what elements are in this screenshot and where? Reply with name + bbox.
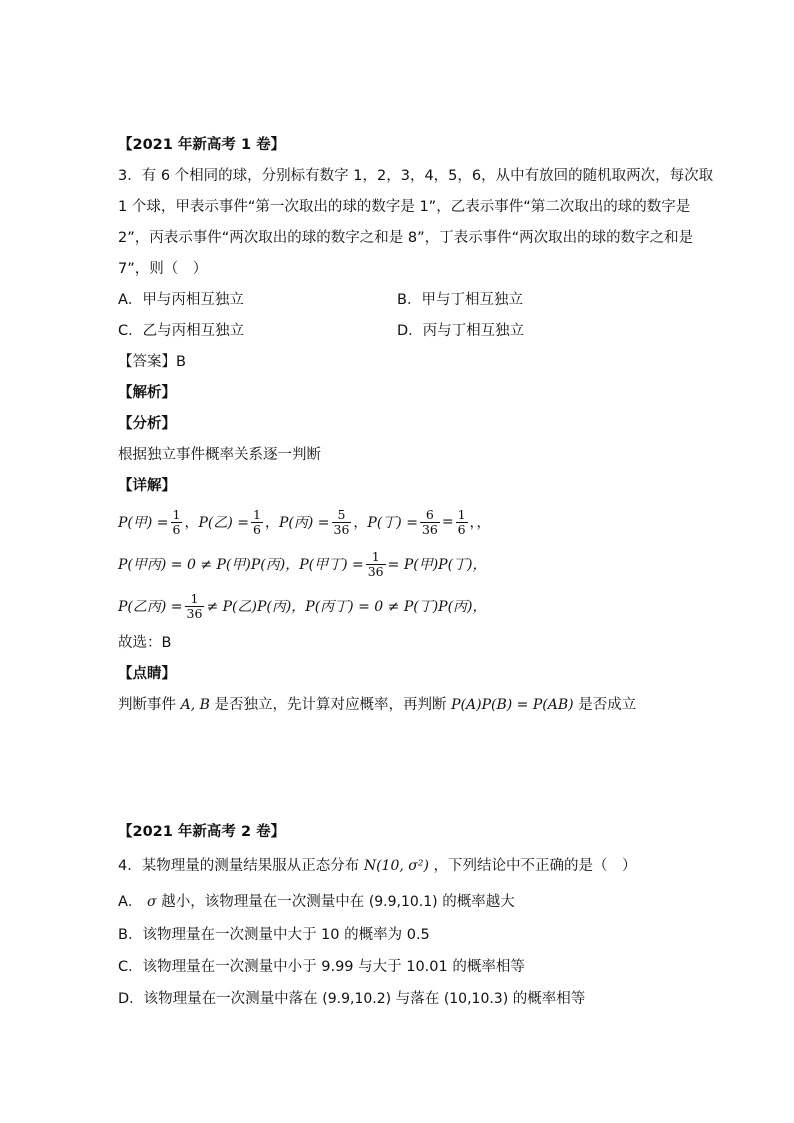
- q3-choose: 故选：B: [118, 635, 172, 651]
- separator: ，: [184, 515, 199, 531]
- q4-stem-math: N(10, σ²): [363, 858, 429, 874]
- fraction: $\frac{5}{36}$: [333, 506, 350, 537]
- option-text: 与落在: [395, 991, 440, 1007]
- note-text: 判断事件: [118, 697, 176, 713]
- q3-stem-line-3: 2”，丙表示事件“两次取出的球的数字之和是 8”，丁表示事件“两次取出的球的数字之和是: [118, 230, 694, 246]
- fraction: $\frac{1}{6}$: [172, 506, 181, 537]
- note-math: A, B: [180, 697, 210, 713]
- p-bing: P(丙) =: [278, 515, 330, 531]
- note-math: P(A)P(B) = P(AB): [451, 697, 574, 713]
- q4-option-b: B．该物理量在一次测量中大于 10 的概率为 0.5: [118, 927, 430, 943]
- q4-stem-text: 4．某物理量的测量结果服从正态分布: [118, 858, 360, 874]
- q4-stem: [118, 857, 637, 875]
- q4-option-a: [118, 893, 515, 911]
- option-text: D．该物理量在一次测量中落在: [118, 991, 318, 1007]
- math-expression: P(乙丙) =: [118, 599, 183, 615]
- q3-math-row-1: [118, 505, 491, 539]
- p-yi: P(乙) =: [198, 515, 250, 531]
- q3-option-a: A．甲与丙相互独立: [118, 292, 244, 308]
- sigma-symbol: σ: [147, 894, 157, 910]
- option-text: 越小，该物理量在一次测量中在: [161, 894, 365, 910]
- option-math: (10,10.3): [443, 991, 509, 1007]
- note-text: 是否独立，先计算对应概率，再判断: [214, 697, 447, 713]
- q3-note: [118, 696, 636, 714]
- fraction: $\frac{1}{6}$: [253, 506, 261, 537]
- q3-answer: 【答案】B: [118, 354, 186, 370]
- q4-stem-text: ，下列结论中不正确的是（ ）: [433, 858, 637, 874]
- q3-detail-label: 【详解】: [118, 478, 176, 494]
- p-jia: P(甲) =: [118, 515, 169, 531]
- separator: ，: [264, 515, 279, 531]
- option-math: (9.9,10.1): [368, 894, 438, 910]
- fraction: $\frac{6}{36}$: [421, 506, 438, 537]
- fraction: $\frac{1}{36}$: [186, 590, 203, 621]
- q3-math-row-2: [118, 547, 487, 581]
- q4-option-c: C．该物理量在一次测量中小于 9.99 与大于 10.01 的概率相等: [118, 959, 525, 975]
- q3-note-label: 【点睛】: [118, 666, 176, 682]
- q3-stem-line-1: 3．有 6 个相同的球，分别标有数字 1，2，3，4，5，6，从中有放回的随机取两次，每次取: [118, 168, 714, 184]
- math-expression: = P(甲)P(丁)，: [387, 557, 487, 573]
- q4-source: 【2021 年新高考 2 卷】: [118, 824, 286, 840]
- q3-option-d: D．丙与丁相互独立: [397, 323, 525, 339]
- q3-fenxi-label: 【分析】: [118, 416, 176, 432]
- q3-stem-line-4: 7”，则（ ）: [118, 261, 208, 277]
- q3-math-row-3: [118, 589, 487, 623]
- note-text: 是否成立: [578, 697, 637, 713]
- equals-sign: =: [441, 514, 454, 530]
- q4-option-d: [118, 990, 585, 1008]
- q3-source: 【2021 年新高考 1 卷】: [118, 137, 286, 153]
- separator: ，: [353, 515, 368, 531]
- math-expression: ≠ P(乙)P(丙)，P(丙丁) = 0 ≠ P(丁)P(丙)，: [206, 599, 487, 615]
- option-label: A．: [118, 894, 143, 910]
- q3-stem-line-2: 1 个球，甲表示事件“第一次取出的球的数字是 1”，乙表示事件“第二次取出的球的数字是: [118, 199, 691, 215]
- q3-option-b: B．甲与丁相互独立: [397, 292, 523, 308]
- fraction: $\frac{1}{6}$: [457, 506, 466, 537]
- math-expression: P(甲丙) = 0 ≠ P(甲)P(丙)，P(甲丁) =: [118, 557, 364, 573]
- q3-analysis-label: 【解析】: [118, 385, 176, 401]
- q3-fenxi-text: 根据独立事件概率关系逐一判断: [118, 447, 321, 463]
- option-text: 的概率越大: [442, 894, 515, 910]
- q3-option-c: C．乙与丙相互独立: [118, 323, 245, 339]
- fraction: $\frac{1}{36}$: [367, 548, 384, 579]
- p-ding: P(丁) =: [367, 515, 418, 531]
- option-math: (9.9,10.2): [322, 991, 392, 1007]
- option-text: 的概率相等: [512, 991, 586, 1007]
- separator: ，，: [469, 515, 491, 531]
